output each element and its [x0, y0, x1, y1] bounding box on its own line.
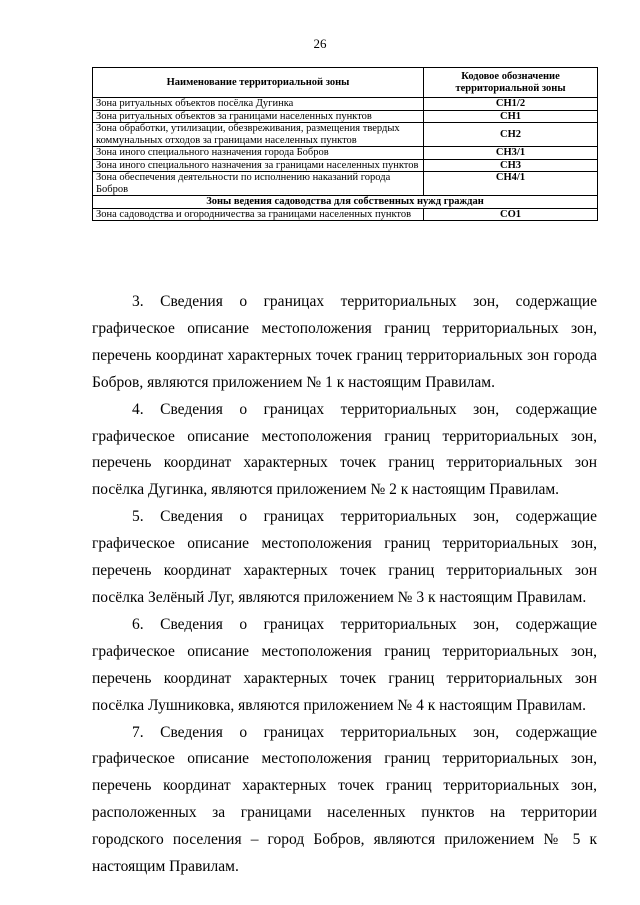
- zone-name-cell: Зона садоводства и огородничества за границами населенных пунктов: [93, 208, 424, 221]
- paragraph: 4. Сведения о границах территориальных зон, содержащие графическое описание местоположения границ территориальных зон, перечень координат характерных точек границ территориальных зон посёлка Дугинка, являются приложением № 2 к настоящим Правилам.: [92, 400, 597, 499]
- page-number: 26: [313, 36, 327, 51]
- table-row: [93, 147, 598, 160]
- zone-code-cell: СН4/1: [424, 172, 598, 196]
- zone-name-cell: Зона иного специального назначения города Бобров: [93, 147, 424, 160]
- table-header-row: [93, 68, 598, 98]
- header-zone-code: Кодовое обозначение территориальной зоны: [424, 68, 598, 98]
- zone-name-cell: Зона иного специального назначения за границами населенных пунктов: [93, 159, 424, 172]
- zone-name-cell: Зона ритуальных объектов посёлка Дугинка: [93, 98, 424, 111]
- zone-code-cell: СН3: [424, 159, 598, 172]
- zone-code-cell: СН1: [424, 110, 598, 123]
- table-row: [93, 159, 598, 172]
- table-row: [93, 208, 598, 221]
- zone-name-cell: Зона обеспечения деятельности по исполнению наказаний города Бобров: [93, 172, 424, 196]
- zone-code-cell: СН2: [424, 123, 598, 147]
- body-text: [92, 289, 597, 881]
- table-row: [93, 110, 598, 123]
- zone-code-cell: СН3/1: [424, 147, 598, 160]
- zone-code-cell: СН1/2: [424, 98, 598, 111]
- paragraph: 6. Сведения о границах территориальных зон, содержащие графическое описание местоположения границ территориальных зон, перечень координат характерных точек границ территориальных зон посёлка Лушниковка, являются приложением № 4 к настоящим Правилам.: [92, 615, 597, 714]
- zone-code-cell: СО1: [424, 208, 598, 221]
- zones-table: [92, 67, 598, 221]
- table-row: [93, 123, 598, 147]
- zone-name-cell: Зона обработки, утилизации, обезвреживания, размещения твердых коммунальных отходов за границами населенных пунктов: [93, 123, 424, 147]
- section-heading: Зоны ведения садоводства для собственных нужд граждан: [93, 196, 598, 209]
- table-row: [93, 98, 598, 111]
- header-zone-name: Наименование территориальной зоны: [93, 68, 424, 98]
- paragraph: 5. Сведения о границах территориальных зон, содержащие графическое описание местоположения границ территориальных зон, перечень координат характерных точек границ территориальных зон посёлка Зелёный Луг, являются приложением № 3 к настоящим Правилам.: [92, 508, 597, 606]
- paragraph: 7. Сведения о границах территориальных зон, содержащие графическое описание местоположения границ территориальных зон, перечень координат характерных точек границ территориальных зон, расположенных за границами населенных пунктов на территории городского поселения – город Бобров, являются приложением № 5 к настоящим Правилам.: [92, 723, 597, 876]
- table-section-row: [93, 196, 598, 209]
- zone-name-cell: Зона ритуальных объектов за границами населенных пунктов: [93, 110, 424, 123]
- table-row: [93, 172, 598, 196]
- paragraph: 3. Сведения о границах территориальных зон, содержащие графическое описание местоположения границ территориальных зон, перечень координат характерных точек границ территориальных зон города Бобров, являются приложением № 1 к настоящим Правилам.: [92, 293, 597, 391]
